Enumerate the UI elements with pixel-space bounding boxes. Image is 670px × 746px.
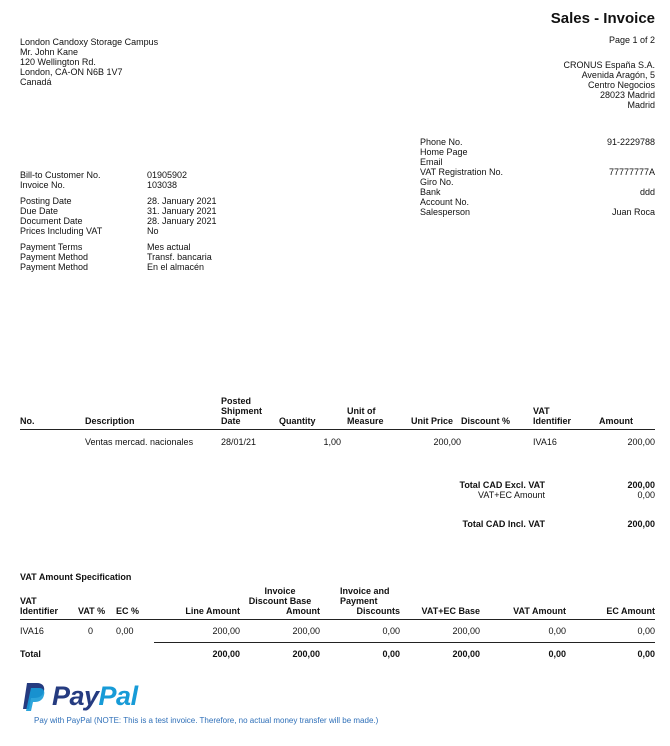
info-value: 28. January 2021 xyxy=(147,216,217,226)
page-number: Page 1 of 2 xyxy=(608,35,655,45)
col-vat-pct: VAT % xyxy=(78,586,116,620)
table-total-row xyxy=(20,643,655,660)
cell-vat-amount: 0,00 xyxy=(548,649,566,659)
cell-inv-disc-base: 200,00 xyxy=(292,649,320,659)
col-inv-pay-disc: Invoice and Payment Discounts xyxy=(320,586,400,620)
address-line: Canadá xyxy=(20,77,52,87)
customer-address xyxy=(20,37,158,87)
total-value: 200,00 xyxy=(627,480,655,490)
info-label: Prices Including VAT xyxy=(20,226,103,236)
cell-inv-pay-disc: 0,00 xyxy=(382,626,400,636)
info-label: Salesperson xyxy=(420,207,471,217)
info-value: Transf. bancaria xyxy=(147,252,212,262)
total-incl-vat-block xyxy=(430,519,655,529)
totals-block xyxy=(430,480,655,500)
info-row xyxy=(20,170,250,180)
info-row xyxy=(20,226,250,236)
address-line: Avenida Aragón, 5 xyxy=(581,70,655,80)
info-label: Phone No. xyxy=(420,137,463,147)
info-value: ddd xyxy=(639,187,655,197)
info-value: 28. January 2021 xyxy=(147,196,217,206)
info-value: 01905902 xyxy=(147,170,188,180)
address-line: 28023 Madrid xyxy=(599,90,655,100)
address-line: 120 Wellington Rd. xyxy=(20,57,96,67)
cell-ec-pct: 0,00 xyxy=(116,626,134,636)
total-value: 0,00 xyxy=(637,490,655,500)
address-line: London Candoxy Storage Campus xyxy=(20,37,159,47)
info-value: Mes actual xyxy=(147,242,191,252)
info-label: Payment Method xyxy=(20,262,89,272)
cell-total-label: Total xyxy=(20,648,41,659)
info-value: 103038 xyxy=(147,180,178,190)
company-info xyxy=(420,137,655,217)
col-quantity: Quantity xyxy=(279,396,341,430)
document-title: Sales - Invoice xyxy=(550,10,655,27)
info-label: Account No. xyxy=(420,197,470,207)
info-value: En el almacén xyxy=(147,262,205,272)
info-value xyxy=(530,147,655,157)
total-excl-vat xyxy=(430,480,655,490)
info-label: Invoice No. xyxy=(20,180,66,190)
cell-line-amount: 200,00 xyxy=(212,626,240,636)
cell-ec-amount: 0,00 xyxy=(637,626,655,636)
info-value: No xyxy=(147,226,159,236)
total-label: Total CAD Excl. VAT xyxy=(459,480,545,490)
info-row xyxy=(420,147,655,157)
info-label: Giro No. xyxy=(420,177,454,187)
address-line: CRONUS España S.A. xyxy=(563,60,655,70)
cell-quantity: 1,00 xyxy=(323,437,341,447)
paypal-wordmark: PayPal xyxy=(52,681,138,711)
info-row xyxy=(420,177,655,187)
info-row xyxy=(420,197,655,207)
table-row xyxy=(20,620,655,637)
info-row xyxy=(20,196,250,206)
cell-vat-ec-base: 200,00 xyxy=(452,626,480,636)
info-row xyxy=(20,216,250,226)
info-value xyxy=(530,197,655,207)
total-label: Total CAD Incl. VAT xyxy=(462,519,545,529)
cell-inv-pay-disc: 0,00 xyxy=(382,649,400,659)
col-unit-price: Unit Price xyxy=(411,396,461,430)
table-row xyxy=(20,430,655,448)
info-value: 31. January 2021 xyxy=(147,206,217,216)
cell-uom xyxy=(341,430,411,448)
info-row xyxy=(20,180,250,190)
info-row xyxy=(20,206,250,216)
cell-vat-ec-base: 200,00 xyxy=(452,649,480,659)
address-line: Mr. John Kane xyxy=(20,47,79,57)
info-label: Email xyxy=(420,157,443,167)
col-discount: Discount % xyxy=(461,396,525,430)
col-inv-disc-base: Invoice Discount Base Amount xyxy=(240,586,320,620)
info-row xyxy=(420,187,655,197)
col-vat-identifier: VAT Identifier xyxy=(20,586,78,620)
paypal-p-icon xyxy=(22,682,46,712)
address-line: London, CA-ON N6B 1V7 xyxy=(20,67,123,77)
table-header-row xyxy=(20,586,655,620)
col-vat-ec-base: VAT+EC Base xyxy=(400,586,480,620)
cell-amount: 200,00 xyxy=(627,437,655,447)
info-row xyxy=(420,157,655,167)
paypal-logo[interactable] xyxy=(22,681,138,712)
info-value xyxy=(530,157,655,167)
info-row xyxy=(420,207,655,217)
info-label: Home Page xyxy=(420,147,468,157)
vat-ec-amount xyxy=(430,490,655,500)
info-label: Payment Method xyxy=(20,252,89,262)
col-description: Description xyxy=(85,396,221,430)
total-incl-vat xyxy=(430,519,655,529)
info-label: Bill-to Customer No. xyxy=(20,170,101,180)
total-value: 200,00 xyxy=(627,519,655,529)
col-no: No. xyxy=(20,396,85,430)
info-label: Bank xyxy=(420,187,441,197)
cell-vat-pct: 0 xyxy=(88,626,94,636)
info-label: VAT Registration No. xyxy=(420,167,504,177)
info-row xyxy=(20,262,250,272)
total-label: VAT+EC Amount xyxy=(478,490,545,500)
paypal-note-link[interactable]: Pay with PayPal (NOTE: This is a test invoice. Therefore, no actual money transfer will be made.) xyxy=(34,716,379,725)
col-vat-identifier: VAT Identifier xyxy=(525,396,599,430)
cell-date: 28/01/21 xyxy=(221,437,257,447)
cell-vat-amount: 0,00 xyxy=(548,626,566,636)
col-posted-date: Posted Shipment Date xyxy=(221,396,279,430)
info-row xyxy=(20,252,250,262)
cell-vat-identifier: IVA16 xyxy=(533,437,557,447)
info-value xyxy=(530,177,655,187)
info-value: 77777777A xyxy=(608,167,655,177)
info-value: Juan Roca xyxy=(611,207,655,217)
col-vat-amount: VAT Amount xyxy=(480,586,566,620)
cell-discount xyxy=(461,430,525,448)
cell-unit-price: 200,00 xyxy=(433,437,461,447)
invoice-info xyxy=(20,170,250,272)
info-label: Due Date xyxy=(20,206,59,216)
cell-line-amount: 200,00 xyxy=(212,649,240,659)
address-line: Madrid xyxy=(627,100,655,110)
info-label: Payment Terms xyxy=(20,242,83,252)
cell-ec-amount: 0,00 xyxy=(637,649,655,659)
info-label: Document Date xyxy=(20,216,83,226)
col-amount: Amount xyxy=(599,396,655,430)
table-header-row xyxy=(20,396,655,430)
company-address xyxy=(563,60,655,110)
info-value: 91-2229788 xyxy=(606,137,655,147)
col-line-amount: Line Amount xyxy=(154,586,240,620)
col-uom: Unit of Measure xyxy=(341,396,411,430)
cell-vat-identifier: IVA16 xyxy=(20,626,44,636)
info-label: Posting Date xyxy=(20,196,72,206)
invoice-lines-table xyxy=(20,396,655,447)
cell-inv-disc-base: 200,00 xyxy=(292,626,320,636)
col-ec-pct: EC % xyxy=(116,586,154,620)
vat-spec-table xyxy=(20,586,655,659)
col-ec-amount: EC Amount xyxy=(566,586,655,620)
info-row xyxy=(20,242,250,252)
info-row xyxy=(420,137,655,147)
address-line: Centro Negocios xyxy=(587,80,655,90)
cell-no xyxy=(20,430,85,448)
cell-description: Ventas mercad. nacionales xyxy=(85,437,194,447)
vat-spec-title: VAT Amount Specification xyxy=(20,572,132,582)
info-row xyxy=(420,167,655,177)
